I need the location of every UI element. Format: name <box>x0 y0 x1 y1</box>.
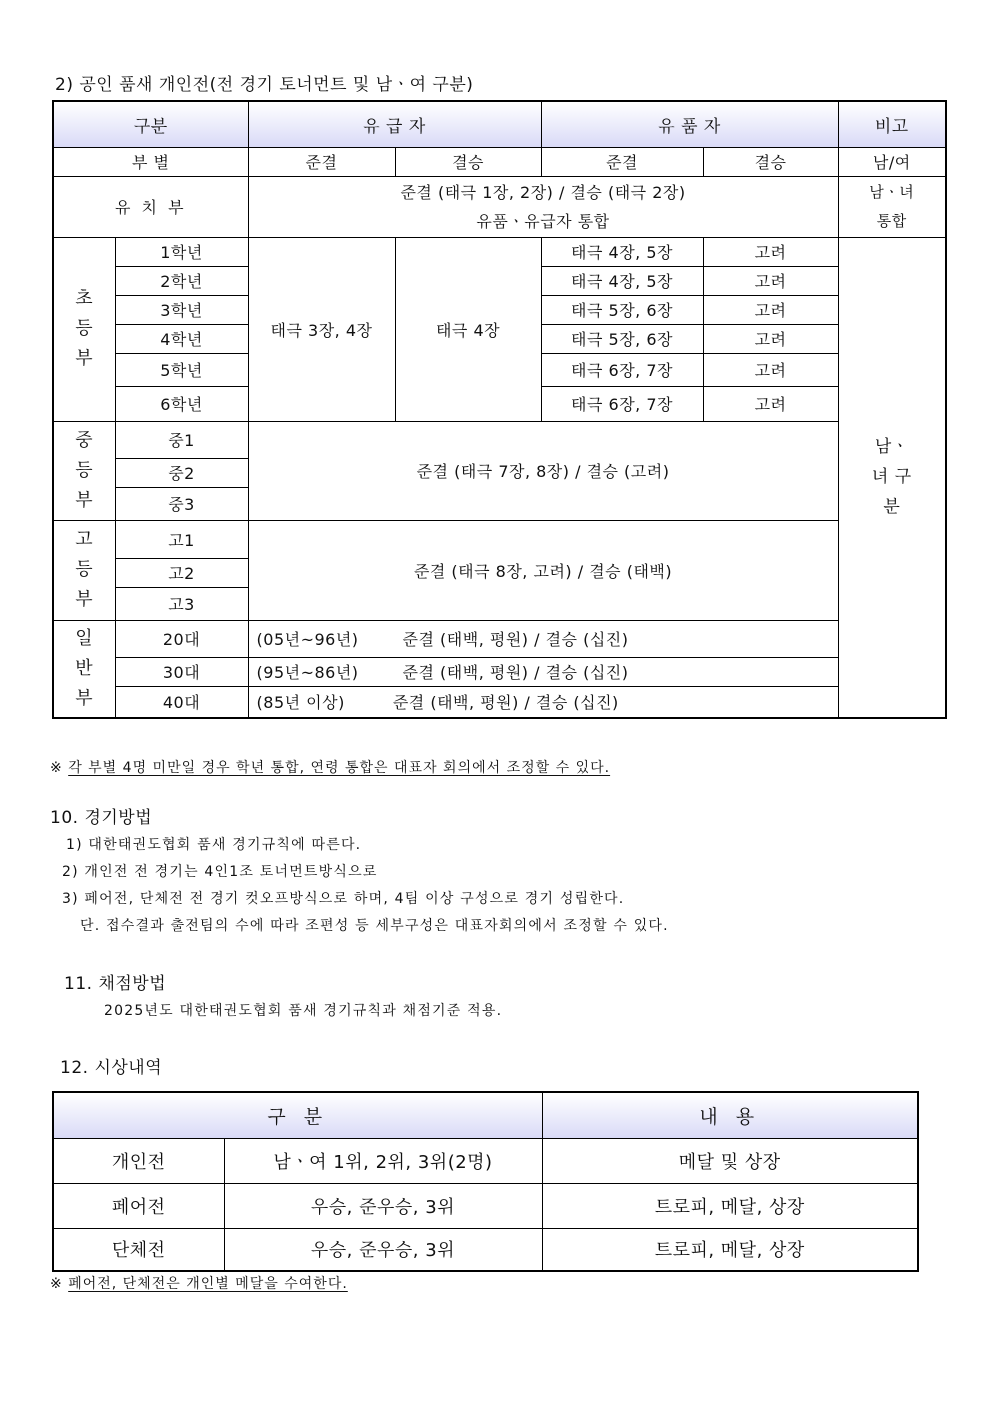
subheader-gender: 남/여 <box>838 147 946 176</box>
high-rule: 준결 (태극 8장, 고려) / 결승 (태백) <box>248 520 838 620</box>
subheader-semifinal-poom: 준결 <box>541 147 703 176</box>
general-rule-row <box>248 657 838 686</box>
section-title: 2) 공인 품새 개인전(전 경기 토너먼트 및 남ㆍ여 구분) <box>55 75 474 95</box>
poom-final-cell: 고려 <box>703 353 838 386</box>
grade-cell: 중2 <box>115 458 248 487</box>
elementary-label: 초 등 부 <box>53 237 115 421</box>
note-1 <box>50 757 610 777</box>
awards-prize: 트로피, 메달, 상장 <box>542 1228 918 1271</box>
awards-event: 페어전 <box>53 1183 224 1228</box>
section-10-line-1: 1) 대한태권도협회 품새 경기규칙에 따른다. <box>66 837 362 853</box>
kindergarten-label: 유 치 부 <box>53 176 248 237</box>
high-label: 고 등 부 <box>53 520 115 620</box>
grade-cell: 고2 <box>115 558 248 587</box>
grade-cell: 중1 <box>115 421 248 458</box>
poom-semifinal-cell: 태극 6장, 7장 <box>541 386 703 421</box>
poom-final-cell: 고려 <box>703 386 838 421</box>
awards-event: 단체전 <box>53 1228 224 1271</box>
awards-event: 개인전 <box>53 1138 224 1183</box>
header-poom: 유 품 자 <box>541 101 838 147</box>
poom-semifinal-cell: 태극 6장, 7장 <box>541 353 703 386</box>
section-10-line-2: 2) 개인전 전 경기는 4인1조 토너먼트방식으로 <box>62 864 378 880</box>
grade-cell: 2학년 <box>115 266 248 295</box>
subheader-final-poom: 결승 <box>703 147 838 176</box>
awards-table <box>52 1091 919 1272</box>
grade-cell: 3학년 <box>115 295 248 324</box>
note-1-text: 각 부별 4명 미만일 경우 학년 통합, 연령 통합은 대표자 회의에서 조정할 수 있다. <box>68 760 611 776</box>
section-12-title: 12. 시상내역 <box>60 1058 163 1078</box>
section-11-title: 11. 채점방법 <box>64 974 167 994</box>
general-rule-row <box>248 686 838 718</box>
subheader-semifinal-kup: 준결 <box>248 147 395 176</box>
age-cell: 40대 <box>115 686 248 718</box>
section-11-line: 2025년도 대한태권도협회 품새 경기규칙과 채점기준 적용. <box>104 1003 503 1019</box>
awards-header-content: 내 용 <box>542 1092 918 1138</box>
subheader-final-kup: 결승 <box>395 147 541 176</box>
section-10-line-4: 단. 접수결과 출전팀의 수에 따라 조편성 등 세부구성은 대표자회의에서 조정할 수 있다. <box>80 918 669 934</box>
years-range: (95년~86년) <box>256 663 359 682</box>
poom-semifinal-cell: 태극 5장, 6장 <box>541 324 703 353</box>
awards-rank: 남ㆍ여 1위, 2위, 3위(2명) <box>224 1138 542 1183</box>
awards-prize: 메달 및 상장 <box>542 1138 918 1183</box>
poom-final-cell: 고려 <box>703 237 838 266</box>
awards-prize: 트로피, 메달, 상장 <box>542 1183 918 1228</box>
awards-header-category: 구 분 <box>53 1092 542 1138</box>
kindergarten-rule-line1: 준결 (태극 1장, 2장) / 결승 (태극 2장) <box>400 182 686 202</box>
general-rule-row <box>248 620 838 657</box>
poom-semifinal-cell: 태극 4장, 5장 <box>541 266 703 295</box>
poom-final-cell: 고려 <box>703 266 838 295</box>
gender-note: 남ㆍ녀 구분 <box>838 237 946 718</box>
middle-rule: 준결 (태극 7장, 8장) / 결승 (고려) <box>248 421 838 520</box>
subheader-division: 부 별 <box>53 147 248 176</box>
general-label: 일 반 부 <box>53 620 115 718</box>
grade-cell: 6학년 <box>115 386 248 421</box>
section-10-title: 10. 경기방법 <box>50 808 153 828</box>
grade-cell: 5학년 <box>115 353 248 386</box>
years-range: (85년 이상) <box>256 693 345 713</box>
grade-cell: 중3 <box>115 487 248 520</box>
section-10-line-3: 3) 페어전, 단체전 전 경기 컷오프방식으로 하며, 4팀 이상 구성으로 경기 성립한다. <box>62 891 625 907</box>
header-kup: 유 급 자 <box>248 101 541 147</box>
grade-cell: 고3 <box>115 587 248 620</box>
awards-rank: 우승, 준우승, 3위 <box>224 1228 542 1271</box>
general-rule: 준결 (태백, 평원) / 결승 (십진) <box>402 663 629 682</box>
note-1-mark: ※ <box>50 760 63 776</box>
header-note: 비고 <box>838 101 946 147</box>
grade-cell: 고1 <box>115 520 248 558</box>
poom-final-cell: 고려 <box>703 324 838 353</box>
kindergarten-rule <box>248 176 838 237</box>
grade-cell: 4학년 <box>115 324 248 353</box>
middle-label: 중 등 부 <box>53 421 115 520</box>
general-rule: 준결 (태백, 평원) / 결승 (십진) <box>392 693 619 713</box>
age-cell: 30대 <box>115 657 248 686</box>
years-range: (05년~96년) <box>256 630 359 649</box>
grade-cell: 1학년 <box>115 237 248 266</box>
note-2-text: 페어전, 단체전은 개인별 메달을 수여한다. <box>68 1276 348 1292</box>
header-category: 구분 <box>53 101 248 147</box>
elementary-kup-semifinal: 태극 3장, 4장 <box>248 237 395 421</box>
age-cell: 20대 <box>115 620 248 657</box>
poom-final-cell: 고려 <box>703 295 838 324</box>
poom-semifinal-cell: 태극 4장, 5장 <box>541 237 703 266</box>
elementary-kup-final: 태극 4장 <box>395 237 541 421</box>
kindergarten-note: 남ㆍ녀 통합 <box>838 176 946 237</box>
awards-rank: 우승, 준우승, 3위 <box>224 1183 542 1228</box>
note-2-mark: ※ <box>50 1276 63 1292</box>
general-rule: 준결 (태백, 평원) / 결승 (십진) <box>402 630 629 649</box>
poomsae-division-table <box>52 100 947 719</box>
kindergarten-rule-line2: 유품ㆍ유급자 통합 <box>476 211 610 231</box>
poom-semifinal-cell: 태극 5장, 6장 <box>541 295 703 324</box>
note-2 <box>50 1273 348 1293</box>
